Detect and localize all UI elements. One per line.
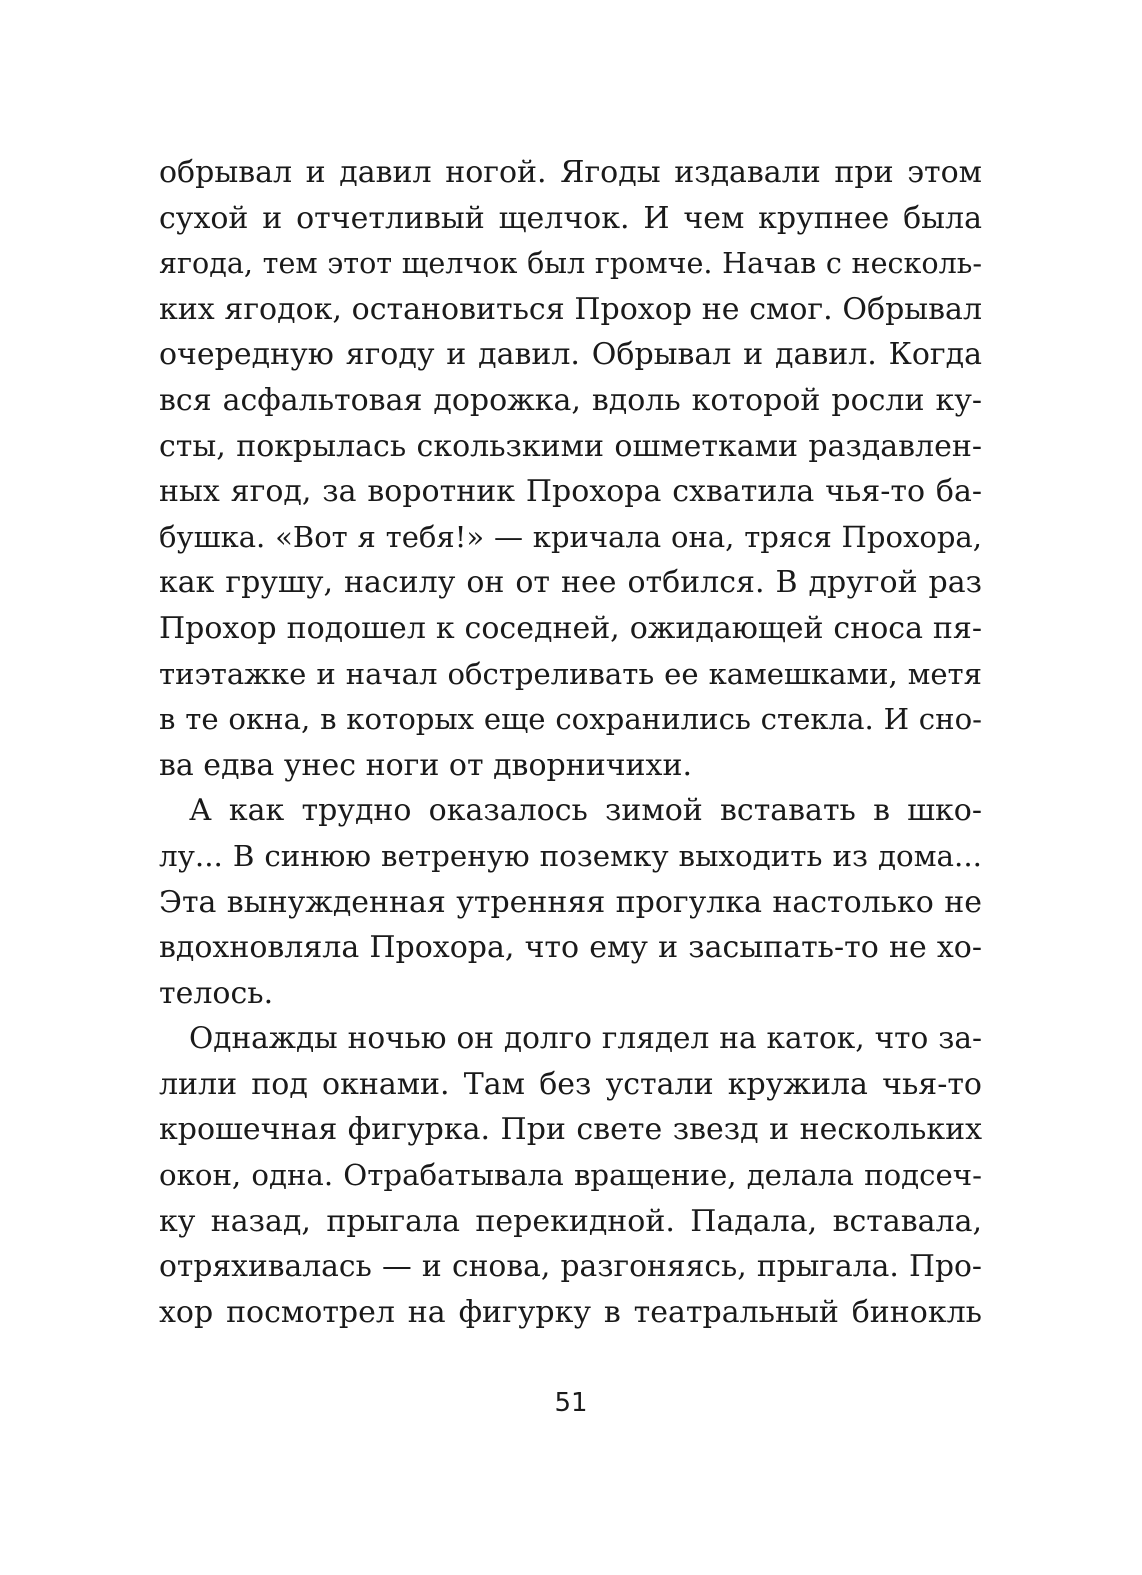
text-line: отряхивалась — и снова, разгоняясь, прыгала. Про- bbox=[159, 1249, 982, 1285]
text-line: Прохор подошел к соседней, ожидающей сноса пя- bbox=[159, 610, 982, 646]
text-line: окон, одна. Отрабатывала вращение, делала подсеч- bbox=[159, 1158, 982, 1193]
text-line: хор посмотрел на фигурку в театральный бинокль bbox=[159, 1294, 982, 1330]
text-line: ких ягодок, остановиться Прохор не смог. Обрывал bbox=[159, 291, 982, 327]
text-line: Эта вынужденная утренняя прогулка настолько не bbox=[159, 884, 982, 920]
text-line: сухой и отчетливый щелчок. И чем крупнее была bbox=[159, 200, 982, 236]
text-line: в те окна, в которых еще сохранились стекла. И сно- bbox=[159, 702, 982, 737]
page-number: 51 bbox=[554, 1388, 588, 1418]
text-line: очередную ягоду и давил. Обрывал и давил. Когда bbox=[159, 337, 982, 373]
text-line: лили под окнами. Там без устали кружила чья-то bbox=[159, 1066, 982, 1102]
text-line: ягода, тем этот щелчок был громче. Начав с несколь- bbox=[159, 246, 982, 281]
text-line: крошечная фигурка. При свете звезд и нескольких bbox=[159, 1112, 982, 1148]
text-line: А как трудно оказалось зимой вставать в шко- bbox=[189, 793, 982, 829]
text-line: обрывал и давил ногой. Ягоды издавали при этом bbox=[159, 155, 982, 190]
text-line: как грушу, насилу он от нее отбился. В другой раз bbox=[159, 565, 982, 601]
text-line: ку назад, прыгала перекидной. Падала, вставала, bbox=[159, 1203, 982, 1239]
text-line: бушка. «Вот я тебя!» — кричала она, тряся Прохора, bbox=[159, 519, 982, 554]
text-line: вся асфальтовая дорожка, вдоль которой росли ку- bbox=[159, 382, 982, 418]
text-line: лу... В синюю ветреную поземку выходить из дома... bbox=[159, 838, 982, 873]
text-line: сты, покрылась скользкими ошметками раздавлен- bbox=[159, 428, 982, 464]
body-text bbox=[159, 150, 982, 1335]
text-line: Однажды ночью он долго глядел на каток, что за- bbox=[189, 1021, 982, 1056]
text-line: вдохновляла Прохора, что ему и засыпать-то не хо- bbox=[159, 930, 982, 966]
text-line: тиэтажке и начал обстреливать ее камешками, метя bbox=[159, 656, 982, 691]
text-line: телось. bbox=[159, 975, 274, 1011]
text-line: ных ягод, за воротник Прохора схватила чья-то ба- bbox=[159, 474, 982, 510]
text-line: ва едва унес ноги от дворничихи. bbox=[159, 747, 692, 783]
